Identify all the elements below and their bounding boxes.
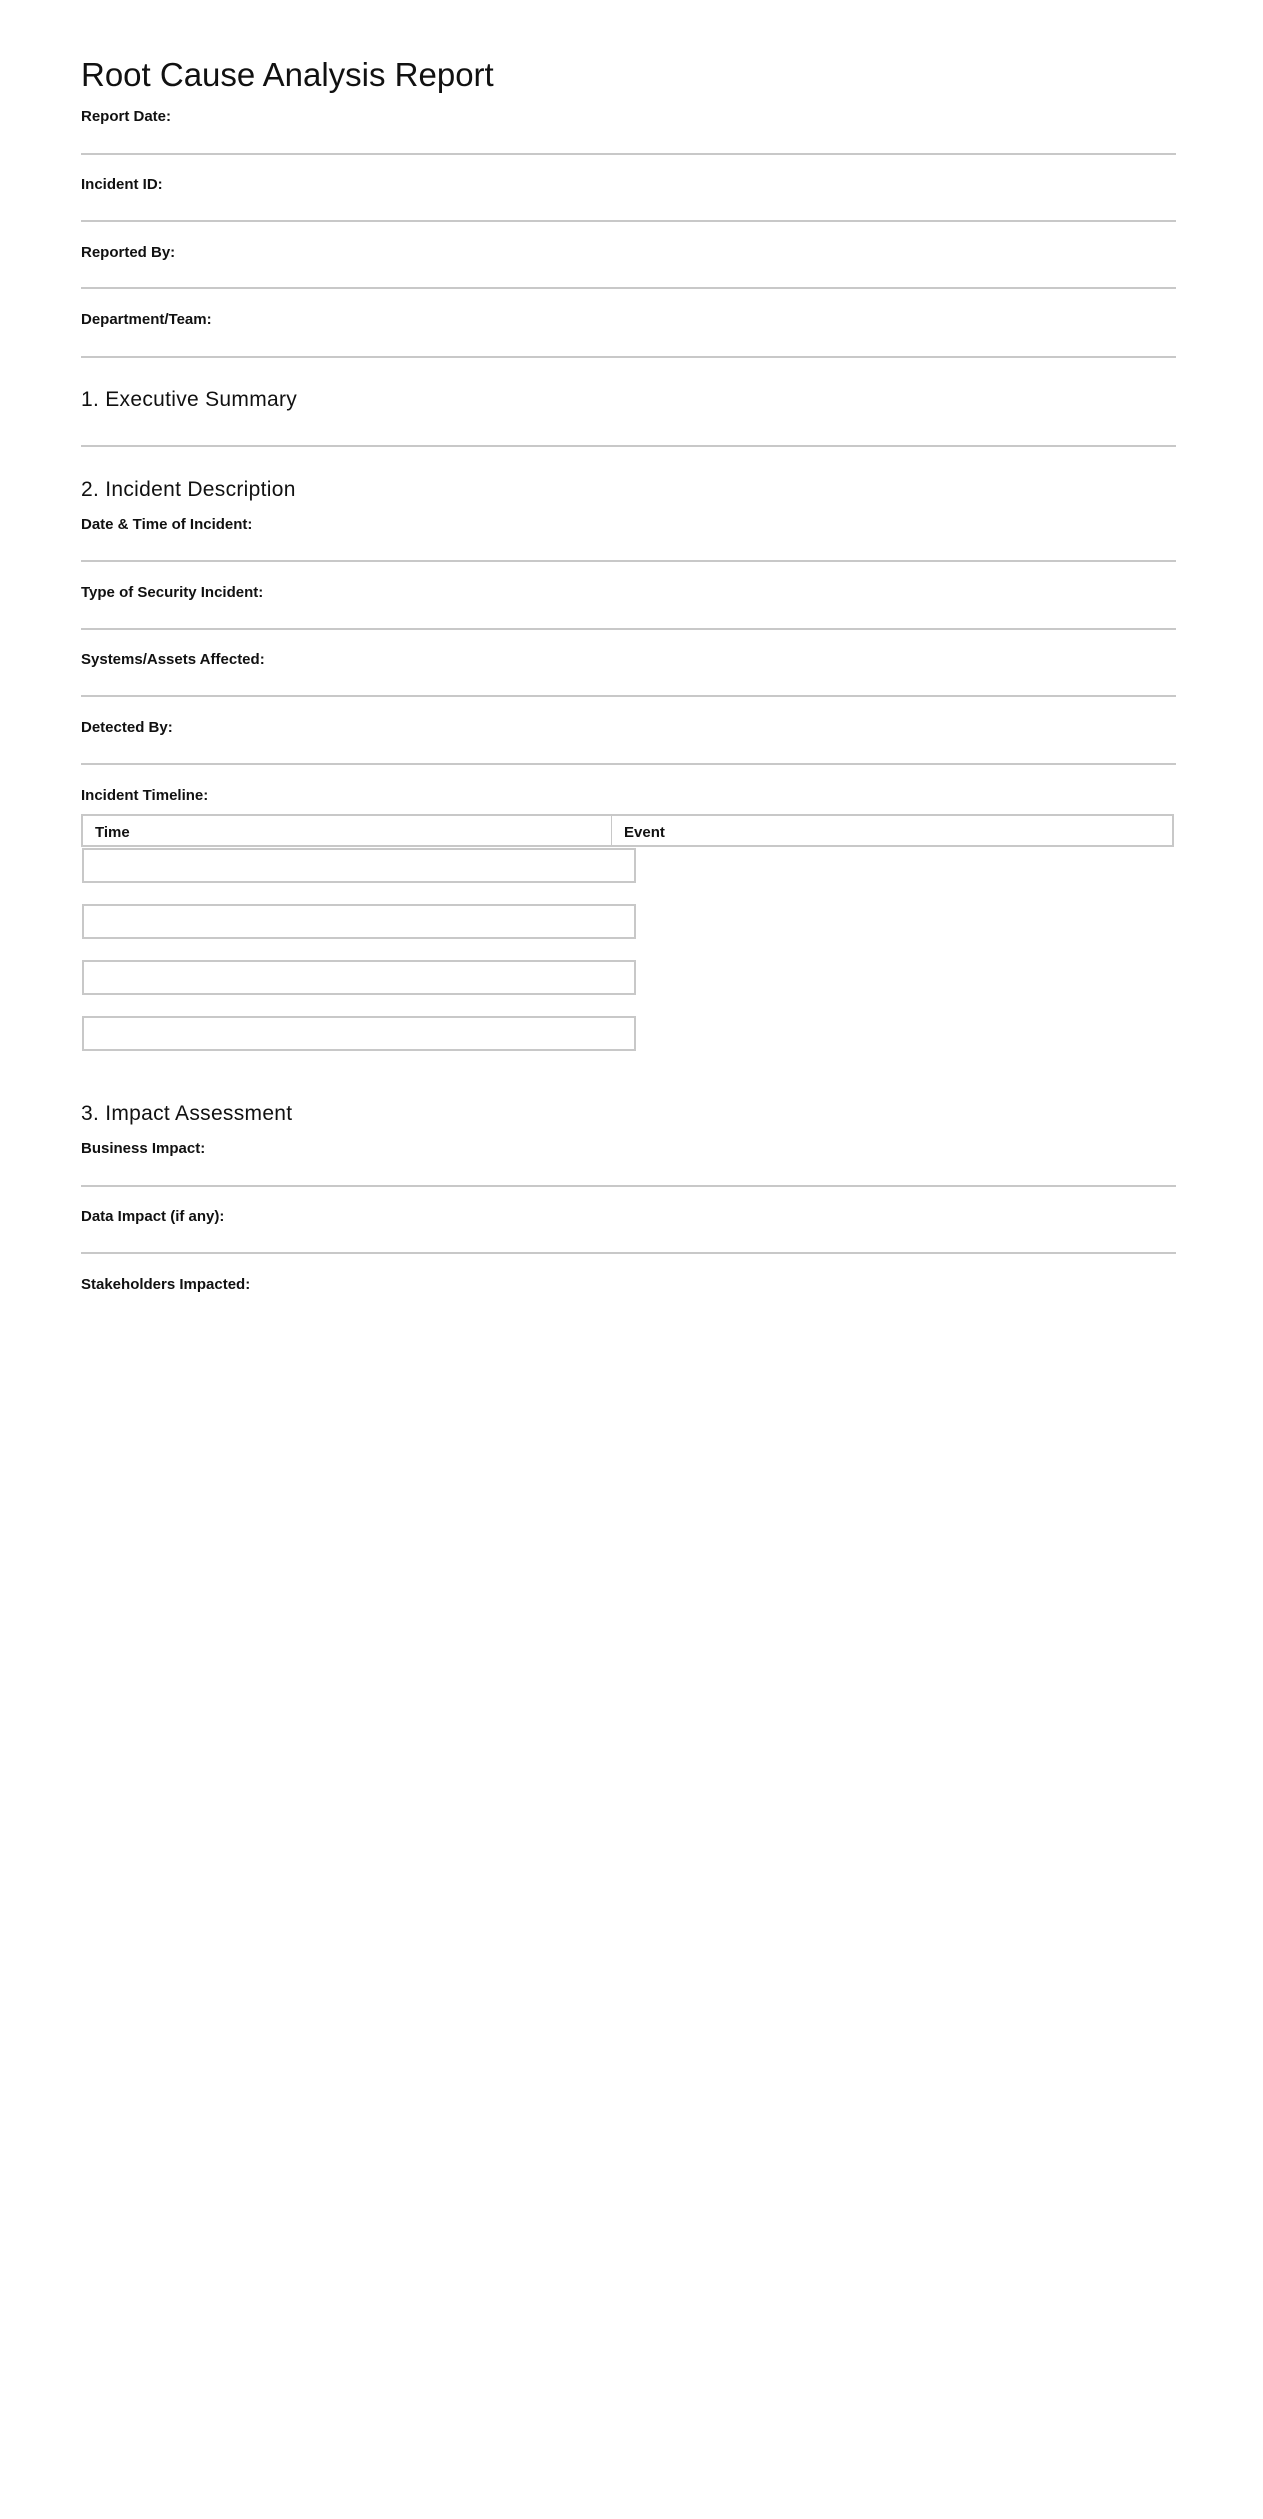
incident-description-heading: 2. Incident Description — [81, 478, 296, 501]
data-impact-label: Data Impact (if any): — [81, 1208, 225, 1225]
business-impact-label: Business Impact: — [81, 1140, 206, 1157]
timeline-column-time: Time — [83, 816, 612, 845]
executive-summary-heading: 1. Executive Summary — [81, 388, 298, 411]
impact-assessment-heading: 3. Impact Assessment — [81, 1102, 293, 1125]
reported-by-label: Reported By: — [81, 244, 176, 261]
department-team-field[interactable] — [81, 356, 1176, 358]
report-date-field[interactable] — [81, 153, 1176, 155]
systems-affected-field[interactable] — [81, 695, 1176, 697]
stakeholders-impacted-label: Stakeholders Impacted: — [81, 1276, 251, 1293]
incident-type-field[interactable] — [81, 628, 1176, 630]
timeline-column-event: Event — [624, 824, 665, 841]
systems-affected-label: Systems/Assets Affected: — [81, 651, 265, 668]
incident-id-field[interactable] — [81, 220, 1176, 222]
incident-id-label: Incident ID: — [81, 176, 163, 193]
detected-by-field[interactable] — [81, 763, 1176, 765]
reported-by-field[interactable] — [81, 287, 1176, 289]
business-impact-field[interactable] — [81, 1185, 1176, 1187]
timeline-time-input[interactable] — [82, 960, 636, 995]
incident-timeline-label: Incident Timeline: — [81, 787, 209, 804]
executive-summary-field[interactable] — [81, 445, 1176, 447]
timeline-time-input[interactable] — [82, 1016, 636, 1051]
date-time-label: Date & Time of Incident: — [81, 516, 253, 533]
date-time-field[interactable] — [81, 560, 1176, 562]
incident-type-label: Type of Security Incident: — [81, 584, 264, 601]
page-title: Root Cause Analysis Report — [81, 56, 494, 93]
timeline-table-header — [81, 814, 1174, 847]
detected-by-label: Detected By: — [81, 719, 173, 736]
data-impact-field[interactable] — [81, 1252, 1176, 1254]
timeline-time-input[interactable] — [82, 848, 636, 883]
department-team-label: Department/Team: — [81, 311, 212, 328]
report-date-label: Report Date: — [81, 108, 172, 125]
timeline-time-input[interactable] — [82, 904, 636, 939]
